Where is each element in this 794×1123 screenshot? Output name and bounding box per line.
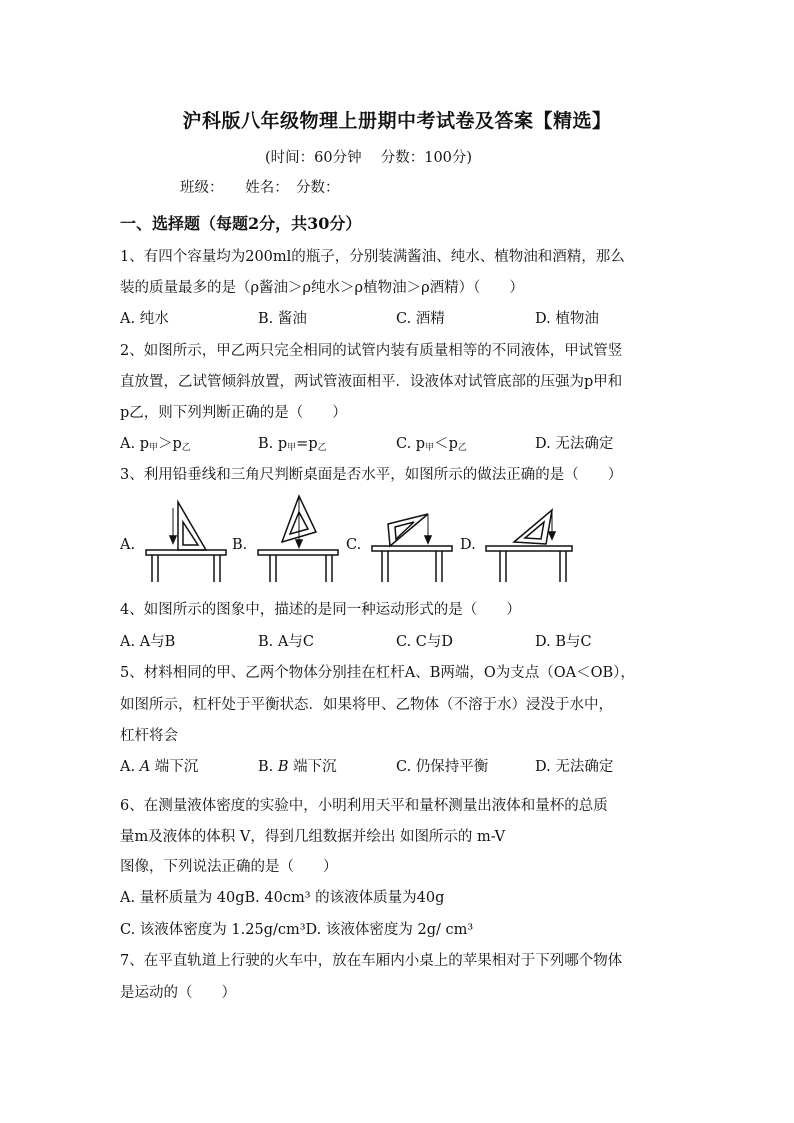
q3-label-b: B. [232, 537, 248, 553]
question-5-line-2: 如图所示，杠杆处于平衡状态．如果将甲、乙物体（不溶于水）浸没于水中， [120, 697, 613, 713]
question-6-line-1: 6、在测量液体密度的实验中，小明利用天平和量杯测量出液体和量杯的总质 [120, 798, 608, 814]
question-2-line-3: p乙，则下列判断正确的是（ ） [120, 405, 347, 421]
question-3-line-1: 3、利用铅垂线和三角尺判断桌面是否水平，如图所示的做法正确的是（ ） [120, 467, 623, 483]
q1-option-d: D. 植物油 [535, 311, 599, 327]
q4-option-c: C. C与D [396, 634, 454, 650]
page-title: 沪科版八年级物理上册期中考试卷及答案【精选】 [182, 110, 612, 132]
question-1-line-2: 装的质量最多的是（ρ酱油＞ρ纯水＞ρ植物油＞ρ酒精）（ ） [120, 280, 524, 296]
section-heading: 一、选择题（每题2分，共30分） [120, 214, 362, 233]
question-7-line-2: 是运动的（ ） [120, 985, 236, 1001]
q1-option-c: C. 酒精 [396, 311, 445, 327]
q5-option-c: C. 仍保持平衡 [396, 759, 489, 775]
q4-option-d: D. B与C [535, 634, 592, 650]
q5-option-a: A. A 端下沉 [120, 759, 199, 775]
student-info-line: 班级： 姓名： 分数： [180, 180, 340, 196]
q3-figure-c [366, 502, 458, 584]
question-7-line-1: 7、在平直轨道上行驶的火车中，放在车厢内小桌上的苹果相对于下列哪个物体 [120, 953, 623, 969]
q2-option-a: A. $p_甲>p_乙$ [120, 436, 191, 453]
q2-option-b: B. $p_甲=p_乙$ [258, 436, 327, 453]
q3-figure-d [480, 504, 580, 584]
question-5-line-1: 5、材料相同的甲、乙两个物体分别挂在杠杆A、B两端，O为支点（OA＜OB）， [120, 665, 635, 681]
q4-option-a: A. A与B [120, 634, 176, 650]
q3-label-a: A. [120, 537, 136, 553]
question-6-line-2: 量m及液体的体积 V，得到几组数据并绘出 如图所示的 m-V [120, 829, 506, 845]
question-6-line-4: A. 量杯质量为 40gB. 40cm³ 的该液体质量为40g [120, 890, 445, 906]
q2-option-d: D. 无法确定 [535, 436, 614, 452]
q1-option-b: B. 酱油 [258, 311, 307, 327]
question-2-line-1: 2、如图所示，甲乙两只完全相同的试管内装有质量相等的不同液体，甲试管竖 [120, 343, 623, 359]
question-5-line-3: 杠杆将会 [120, 728, 178, 744]
q3-figure-b [252, 492, 344, 584]
question-1-line-1: 1、有四个容量均为200ml的瓶子，分别装满酱油、纯水、植物油和酒精，那么 [120, 249, 625, 265]
exam-info: (时间：60分钟 分数：100分) [265, 150, 473, 166]
q1-option-a: A. 纯水 [120, 311, 169, 327]
q3-figure-a [140, 498, 232, 584]
q5-option-d: D. 无法确定 [535, 759, 614, 775]
question-6-line-3: 图像，下列说法正确的是（ ） [120, 859, 338, 875]
q4-option-b: B. A与C [258, 634, 314, 650]
question-6-line-5: C. 该液体密度为 1.25g/cm³D. 该液体密度为 2g/ cm³ [120, 922, 474, 938]
q5-option-b: B. B 端下沉 [258, 759, 337, 775]
q3-label-d: D. [460, 537, 476, 553]
question-2-line-2: 直放置，乙试管倾斜放置，两试管液面相平．设液体对试管底部的压强为p甲和 [120, 374, 623, 390]
q3-label-c: C. [346, 537, 362, 553]
q2-option-c: C. $p_甲<p_乙$ [396, 436, 467, 453]
question-4-line-1: 4、如图所示的图象中，描述的是同一种运动形式的是（ ） [120, 602, 521, 618]
